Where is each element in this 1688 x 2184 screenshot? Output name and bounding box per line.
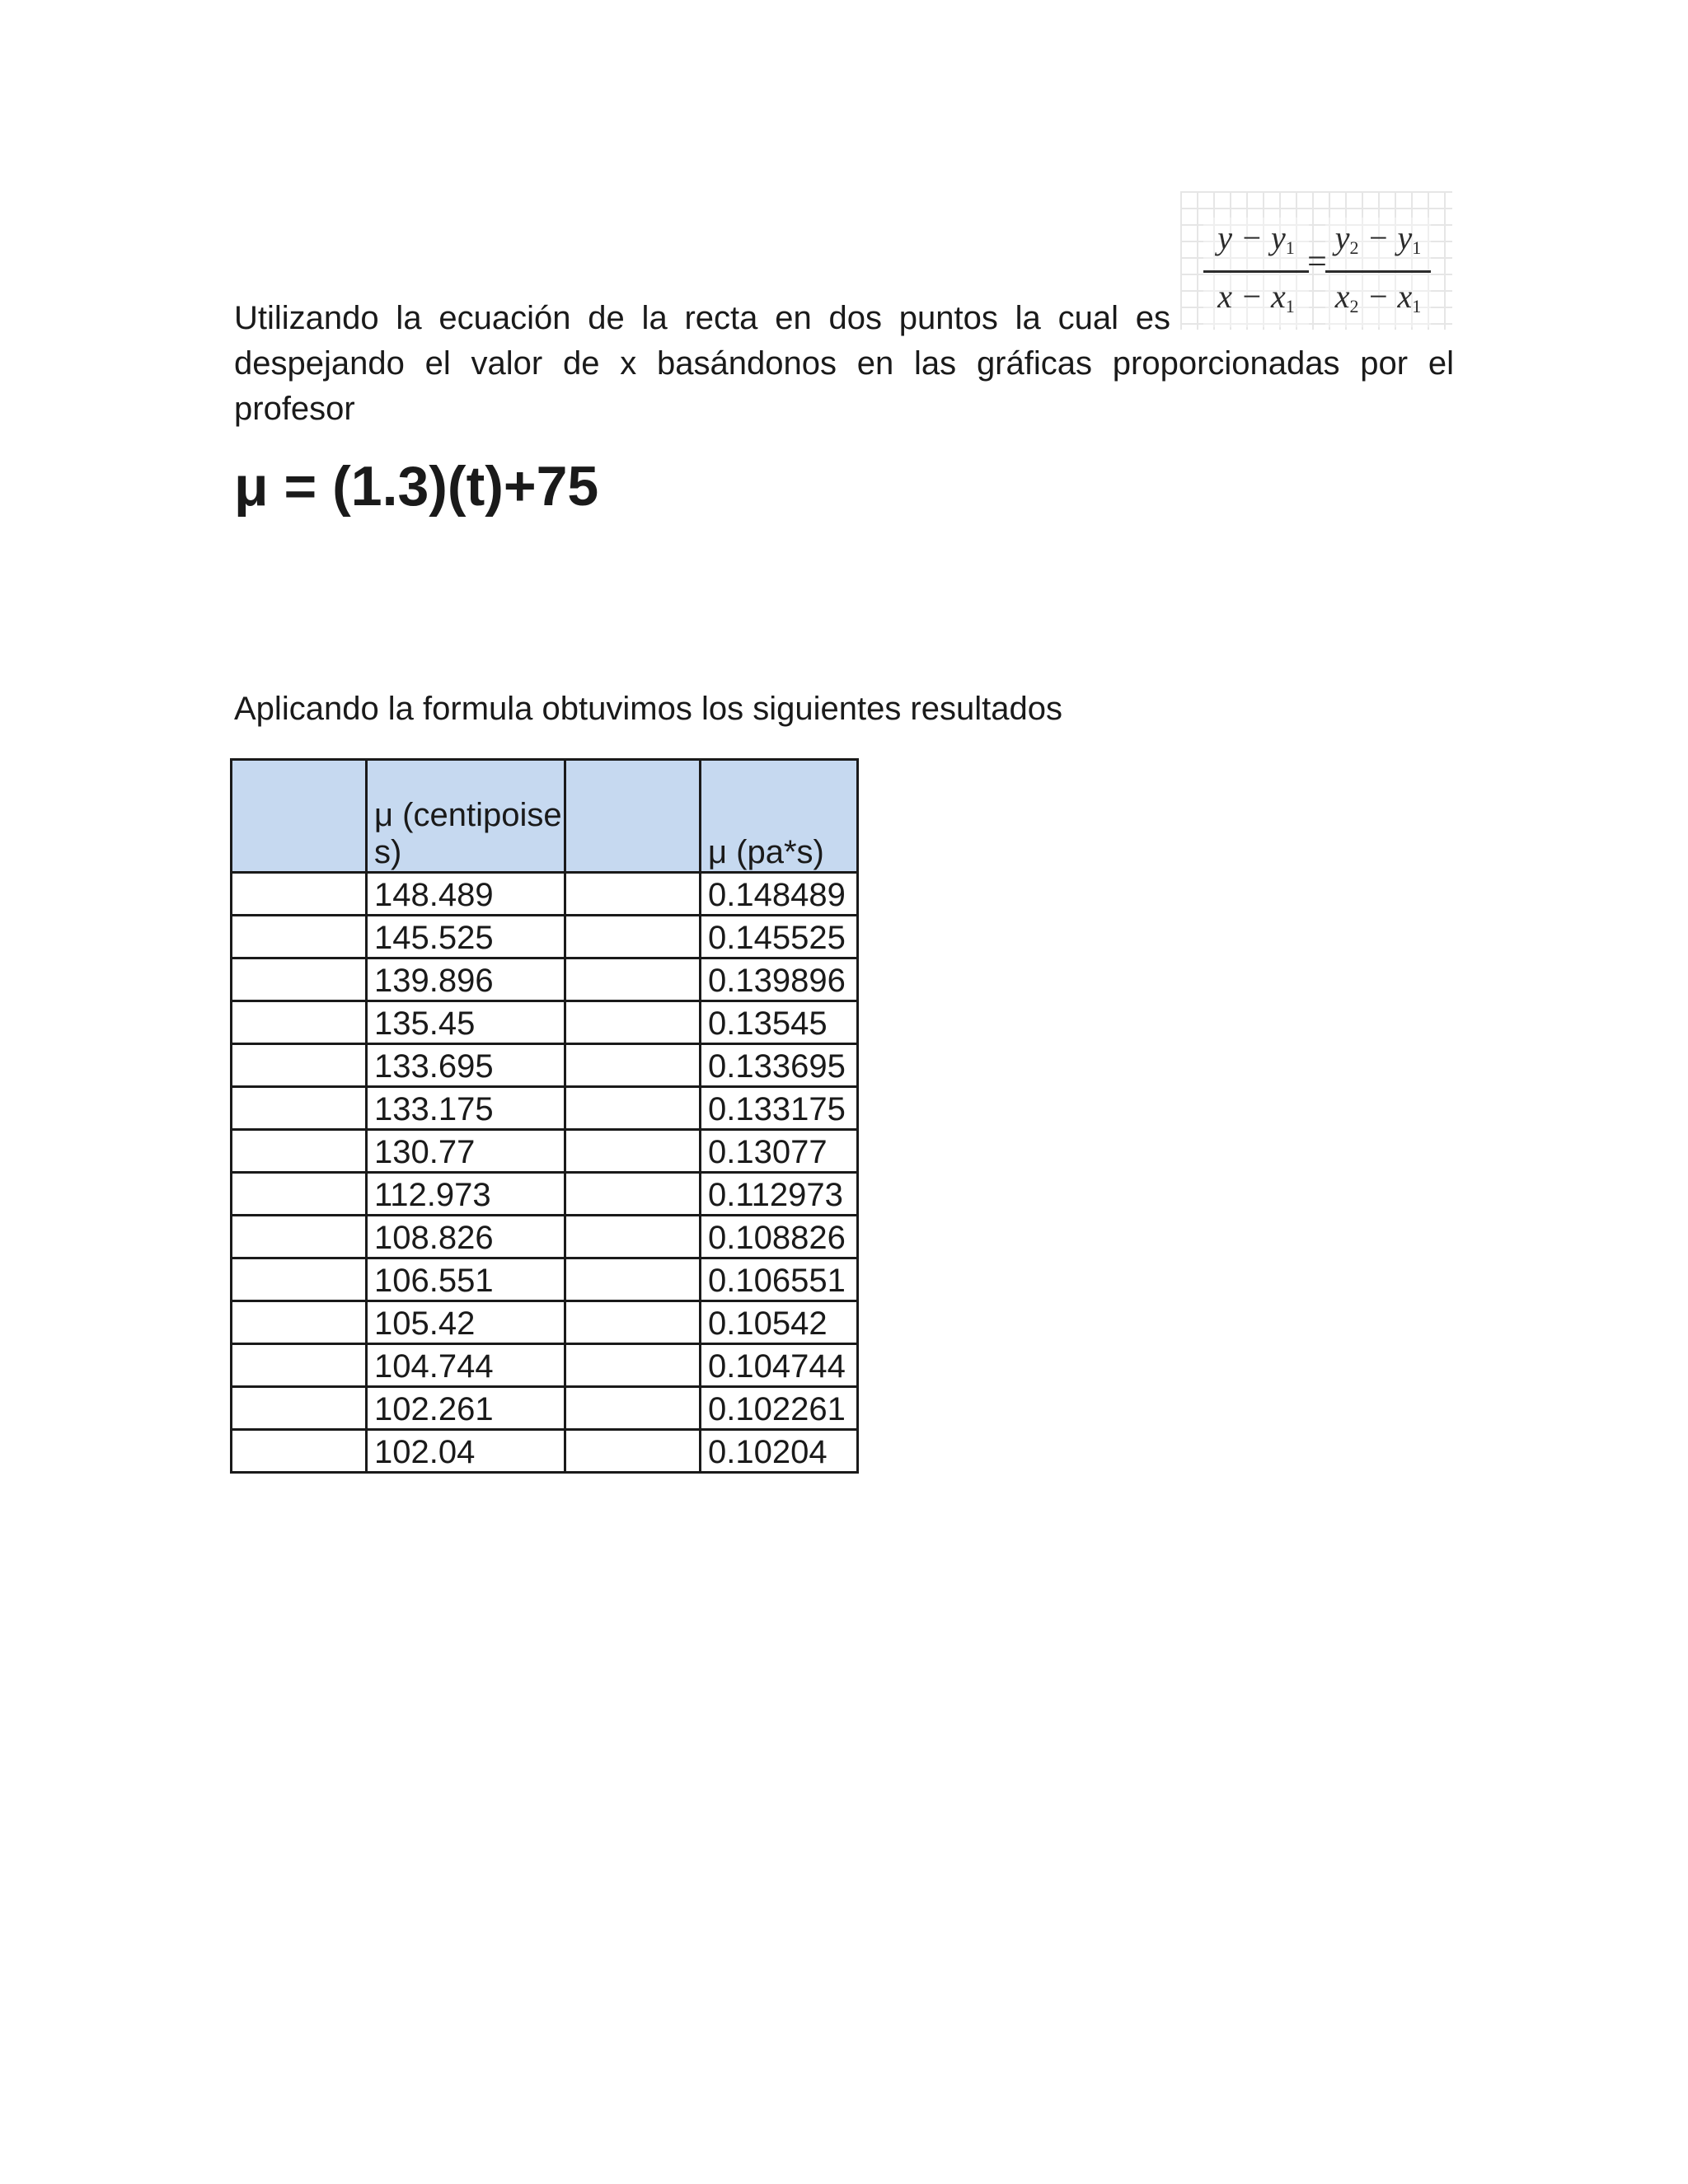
formula-equals-sign: = [1307,243,1327,281]
table-cell-empty [565,1044,701,1087]
table-row [232,1001,858,1044]
table-cell-empty [565,1301,701,1344]
table-cell-pa-s: 0.10542 [701,1301,858,1344]
table-cell-empty [232,1130,367,1173]
table-row [232,1216,858,1258]
formula-right-fraction [1325,218,1431,327]
header-cell-viscosity-centipoises: μ (centipoises) [367,760,565,873]
table-cell-empty [232,1001,367,1044]
table-cell-centipoises: 135.45 [367,1001,565,1044]
table-cell-pa-s: 0.13077 [701,1130,858,1173]
table-cell-centipoises: 105.42 [367,1301,565,1344]
table-header-row [232,760,858,873]
table-cell-centipoises: 133.175 [367,1087,565,1130]
header-cell-empty-2 [565,760,701,873]
table-cell-pa-s: 0.106551 [701,1258,858,1301]
table-cell-empty [232,1387,367,1430]
table-cell-empty [565,1430,701,1473]
table-cell-empty [232,1258,367,1301]
table-row [232,1430,858,1473]
table-cell-empty [232,1301,367,1344]
table-cell-centipoises: 102.261 [367,1387,565,1430]
table-row [232,1173,858,1216]
table-row [232,958,858,1001]
table-row [232,1044,858,1087]
table-row [232,1258,858,1301]
table-cell-empty [565,916,701,958]
table-cell-pa-s: 0.108826 [701,1216,858,1258]
table-cell-centipoises: 106.551 [367,1258,565,1301]
table-cell-empty [565,1173,701,1216]
table-cell-empty [232,916,367,958]
table-cell-centipoises: 133.695 [367,1044,565,1087]
viscosity-equation: μ = (1.3)(t)+75 [234,455,599,518]
formula-left-numerator: y − y [1217,219,1286,256]
table-cell-empty [232,1430,367,1473]
table-cell-pa-s: 0.133695 [701,1044,858,1087]
table-cell-centipoises: 139.896 [367,958,565,1001]
table-row [232,1087,858,1130]
table-row [232,1387,858,1430]
results-intro-text: Aplicando la formula obtuvimos los siguientes resultados [234,691,1062,727]
table-cell-centipoises: 112.973 [367,1173,565,1216]
table-cell-pa-s: 0.102261 [701,1387,858,1430]
table-cell-centipoises: 102.04 [367,1430,565,1473]
table-cell-pa-s: 0.133175 [701,1087,858,1130]
table-cell-centipoises: 130.77 [367,1130,565,1173]
formula-right-numerator-mid: − y [1358,219,1413,256]
formula-left-fraction [1203,218,1309,327]
table-cell-pa-s: 0.13545 [701,1001,858,1044]
header-cell-viscosity-pa-s: μ (pa*s) [701,760,858,873]
intro-paragraph-line-2: despejando el valor de x basándonos en las gráficas proporcionadas por el [234,345,1454,382]
table-cell-centipoises: 145.525 [367,916,565,958]
formula-sub: 1 [1412,237,1422,258]
table-cell-centipoises: 148.489 [367,873,565,916]
table-cell-empty [232,1087,367,1130]
intro-paragraph [234,341,1454,432]
table-cell-pa-s: 0.10204 [701,1430,858,1473]
table-cell-empty [565,958,701,1001]
table-cell-empty [565,1087,701,1130]
formula-left-denominator: x − x [1217,278,1286,315]
table-cell-empty [565,1001,701,1044]
table-cell-empty [565,1344,701,1387]
table-cell-pa-s: 0.139896 [701,958,858,1001]
intro-paragraph-line-1: Utilizando la ecuación de la recta en dos puntos la cual es [234,300,1170,336]
table-cell-empty [565,1387,701,1430]
table-cell-empty [565,873,701,916]
table-body [232,873,858,1473]
table-cell-empty [565,1130,701,1173]
table-cell-empty [565,1258,701,1301]
results-table [230,758,859,1474]
table-row [232,873,858,916]
table-cell-empty [232,958,367,1001]
formula-sub: 1 [1285,296,1295,316]
table-cell-empty [232,873,367,916]
table-cell-empty [232,1344,367,1387]
formula-sub: 2 [1349,296,1359,316]
formula-sub: 2 [1349,237,1359,258]
table-cell-empty [232,1044,367,1087]
formula-sub: 1 [1285,237,1295,258]
table-cell-pa-s: 0.112973 [701,1173,858,1216]
table-cell-empty [565,1216,701,1258]
formula-sub: 1 [1412,296,1422,316]
formula-right-denominator: x [1334,278,1350,315]
table-cell-centipoises: 108.826 [367,1216,565,1258]
table-cell-empty [232,1216,367,1258]
table-row [232,1301,858,1344]
header-cell-empty-1 [232,760,367,873]
table-row [232,916,858,958]
formula-right-numerator: y [1334,219,1350,256]
intro-paragraph-line-3: profesor [234,391,355,427]
table-cell-centipoises: 104.744 [367,1344,565,1387]
table-cell-pa-s: 0.145525 [701,916,858,958]
table-row [232,1130,858,1173]
table-cell-empty [232,1173,367,1216]
two-point-line-formula [1180,191,1452,330]
table-row [232,1344,858,1387]
formula-right-denominator-mid: − x [1358,278,1413,315]
table-cell-pa-s: 0.104744 [701,1344,858,1387]
table-cell-pa-s: 0.148489 [701,873,858,916]
